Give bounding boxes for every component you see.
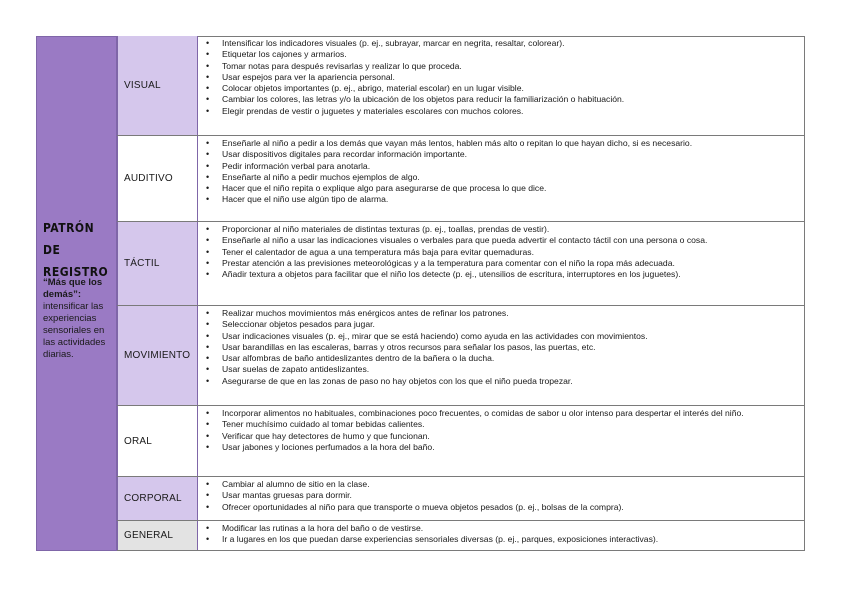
row-label: ORAL [124, 435, 153, 447]
row-items [198, 136, 805, 221]
list-item: • Asegurarse de que en las zonas de paso no hay objetos con los que el niño pueda tropezar. [212, 376, 800, 387]
row-label: MOVIMIENTO [124, 350, 191, 361]
list-item: • Usar jabones y lociones perfumados a la hora del baño. [212, 442, 800, 453]
list-item: • Usar suelas de zapato antideslizantes. [212, 364, 800, 375]
row-oral [117, 406, 805, 477]
list-item: • Tener el calentador de agua a una temperatura más baja para evitar quemaduras. [212, 247, 800, 258]
list-item: • Hacer que el niño repita o explique algo para asegurarse de que procesa lo que dice. [212, 183, 800, 194]
row-label: GENERAL [124, 530, 174, 541]
row-label-cell [117, 136, 198, 221]
list-item: • Usar alfombras de baño antideslizantes dentro de la bañera o la ducha. [212, 353, 800, 364]
row-items [198, 306, 805, 405]
list-item: • Pedir información verbal para anotarla. [212, 161, 800, 172]
list-item: • Incorporar alimentos no habituales, combinaciones poco frecuentes, o comidas de sabor u olor intenso para despertar el interés del niño. [212, 408, 800, 419]
row-items [198, 521, 805, 550]
list-item: • Ir a lugares en los que puedan darse experiencias sensoriales diversas (p. ej., parques, exposiciones interactivas). [212, 534, 800, 545]
list-item: • Enseñarte al niño a pedir muchos ejemplos de algo. [212, 172, 800, 183]
list-item: • Etiquetar los cajones y armarios. [212, 49, 800, 60]
list-item: • Verificar que hay detectores de humo y que funcionan. [212, 431, 800, 442]
row-items [198, 477, 805, 520]
list-item: • Usar dispositivos digitales para recordar información importante. [212, 149, 800, 160]
row-label-cell [117, 406, 198, 476]
list-item: • Enseñarle al niño a usar las indicaciones visuales o verbales para que pueda advertir el contacto táctil con una persona o cosa. [212, 235, 800, 246]
list-item: • Realizar muchos movimientos más enérgicos antes de refinar los patrones. [212, 308, 800, 319]
category-title-line2: REGISTRO [43, 265, 109, 279]
row-items [198, 36, 805, 135]
row-items [198, 222, 805, 305]
row-general [117, 521, 805, 551]
row-auditivo [117, 136, 805, 222]
row-corporal [117, 477, 805, 521]
list-item: • Usar indicaciones visuales (p. ej., mirar que se está haciendo) como ayuda en las actividades con movimientos. [212, 331, 800, 342]
rows-container [117, 36, 805, 551]
list-item: • Tener muchísimo cuidado al tomar bebidas calientes. [212, 419, 800, 430]
category-title-line1: PATRÓN DE [43, 221, 95, 257]
row-tactil [117, 222, 805, 306]
list-item: • Usar barandillas en las escaleras, barras y otros recursos para señalar los pasos, las puertas, etc. [212, 342, 800, 353]
category-cell [36, 36, 117, 551]
row-label: VISUAL [124, 80, 161, 91]
list-item: • Tomar notas para después revisarlas y realizar lo que proceda. [212, 61, 800, 72]
row-visual [117, 36, 805, 136]
list-item: • Enseñarle al niño a pedir a los demás que vayan más lentos, hablen más alto o repitan lo que hayan dicho, si es necesario. [212, 138, 800, 149]
row-label-cell [117, 36, 198, 135]
list-item: • Cambiar al alumno de sitio en la clase. [212, 479, 800, 490]
row-label-cell [117, 521, 198, 550]
category-description: intensificar las experiencias sensoriales en las actividades diarias. [43, 301, 106, 360]
list-item: • Intensificar los indicadores visuales (p. ej., subrayar, marcar en negrita, resaltar, colorear). [212, 38, 800, 49]
list-item: • Usar espejos para ver la apariencia personal. [212, 72, 800, 83]
row-label-cell [117, 477, 198, 520]
strategies-table [36, 36, 805, 551]
list-item: • Prestar atención a las previsiones meteorológicas y a la temperatura para comentar con el niño la ropa más adecuada. [212, 258, 800, 269]
list-item: • Modificar las rutinas a la hora del baño o de vestirse. [212, 523, 800, 534]
list-item: • Colocar objetos importantes (p. ej., abrigo, material escolar) en un lugar visible. [212, 83, 800, 94]
list-item: • Elegir prendas de vestir o juguetes y materiales escolares con muchos colores. [212, 106, 800, 117]
row-label: AUDITIVO [124, 173, 173, 184]
category-title [43, 217, 115, 283]
row-label-cell [117, 306, 198, 405]
list-item: • Proporcionar al niño materiales de distintas texturas (p. ej., toallas, prendas de vestir). [212, 224, 800, 235]
list-item: • Hacer que el niño use algún tipo de alarma. [212, 194, 800, 205]
category-subtitle: “Más que los demás”: [43, 277, 103, 300]
list-item: • Usar mantas gruesas para dormir. [212, 490, 800, 501]
list-item: • Seleccionar objetos pesados para jugar. [212, 319, 800, 330]
row-label: TÁCTIL [124, 258, 160, 269]
row-items [198, 406, 805, 476]
row-label-cell [117, 222, 198, 305]
list-item: • Añadir textura a objetos para facilitar que el niño los detecte (p. ej., utensilios de escritura, interruptores en los juguetes). [212, 269, 800, 280]
row-movimiento [117, 306, 805, 406]
list-item: • Ofrecer oportunidades al niño para que transporte o mueva objetos pesados (p. ej., bolsas de la compra). [212, 502, 800, 513]
list-item: • Cambiar los colores, las letras y/o la ubicación de los objetos para reducir la familiarización o habituación. [212, 94, 800, 105]
row-label: CORPORAL [124, 493, 182, 504]
